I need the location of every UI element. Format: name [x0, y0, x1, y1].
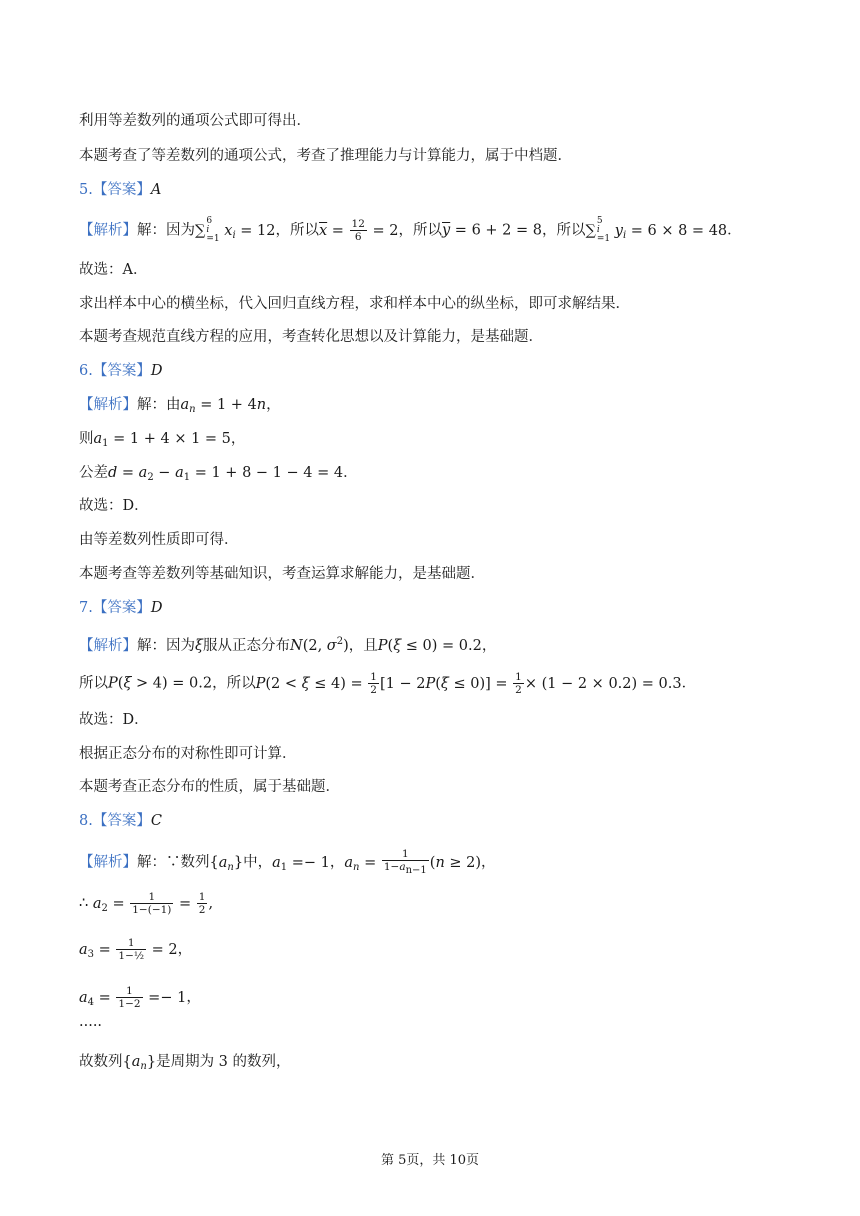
answer-label: 【答案】 — [92, 813, 151, 829]
analysis-line-8: 【解析】解：∵数列$\{a_n\}$中，$a_1 =- 1$，$a_n$ = $\frac{1}{1-an-1}$ (n ≥ 2)， — [79, 848, 496, 876]
jie-label: 解： — [137, 638, 166, 654]
text-line: 求出样本中心的横坐标，代入回归直线方程，求和样本中心的纵坐标，即可求解结果． — [79, 296, 630, 312]
text-line: 本题考查规范直线方程的应用，考查转化思想以及计算能力，是基础题． — [79, 329, 543, 345]
question-number: 6. — [79, 363, 93, 379]
text-line: 根据正态分布的对称性即可计算． — [79, 746, 297, 762]
analysis-label: 【解析】 — [79, 222, 137, 239]
text-line: 本题考查正态分布的性质，属于基础题． — [79, 779, 340, 795]
ellipsis-line: ····· — [79, 1018, 103, 1034]
math-line: 公差$d = a_2 - a_1 = 1 + 8 - 1 - 4 = 4$． — [79, 465, 358, 483]
math-line: ∴ $a_2$ = $\frac{1}{1-(-1)}$ = $\frac{1}{2}$ , — [79, 891, 214, 916]
math-line: 则$a_1 = 1 + 4 \times 1 = 5$， — [79, 431, 246, 449]
math-line: 故数列$\{a_n\}$是周期为 3 的数列， — [79, 1054, 291, 1072]
answer-label: 【答案】 — [92, 182, 151, 198]
analysis-label: 【解析】 — [79, 397, 137, 413]
answer-line-6 — [79, 361, 820, 381]
jie-label: 解： — [137, 222, 166, 239]
analysis-label: 【解析】 — [79, 638, 137, 654]
text-line: 本题考查等差数列等基础知识，考查运算求解能力，是基础题． — [79, 566, 485, 582]
text-line: 故选：A． — [79, 262, 148, 278]
math-line: 所以P(ξ > 4) = 0.2，所以P(2 < ξ ≤ 4) = $\frac{1}{2}$ [1 − 2P(ξ ≤ 0)] = $\frac{1}{2}$ × (1 − 2 × 0.2) = 0.3． — [79, 671, 697, 696]
text-line: 由等差数列性质即可得． — [79, 532, 239, 548]
analysis-label: 【解析】 — [79, 854, 137, 871]
question-number: 5. — [79, 182, 93, 198]
math-line: $a_4$ = $\frac{1}{1-2}$ =− 1， — [79, 985, 201, 1010]
jie-label: 解： — [137, 397, 166, 413]
answer-value: C — [150, 813, 162, 829]
text-line: 利用等差数列的通项公式即可得出． — [79, 113, 311, 129]
answer-value: D — [150, 363, 163, 379]
page-footer: 第 5页，共 10页 — [380, 1153, 480, 1168]
math-line: $a_3$ = $\frac{1}{\text{1−½}}$ = 2， — [79, 937, 193, 962]
answer-line-8 — [79, 811, 820, 831]
text-line: 本题考查了等差数列的通项公式，考查了推理能力与计算能力，属于中档题． — [79, 148, 572, 164]
question-number: 7. — [79, 600, 93, 616]
text-line: 故选：D． — [79, 498, 149, 514]
jie-label: 解： — [137, 854, 166, 871]
analysis-line-7: 【解析】解：因为ξ服从正态分布N(2, $\sigma^2$)，且P(ξ ≤ 0) = 0.2， — [79, 636, 497, 654]
question-number: 8. — [79, 813, 93, 829]
answer-value: D — [150, 600, 163, 616]
answer-line-5 — [79, 180, 820, 200]
analysis-line-6: 【解析】解：由$a_n = 1 + 4n$， — [79, 397, 281, 415]
analysis-line-5: 【解析】解：因为∑ 6 i =1 $x_i = 12$，所以$\overline{x}$ = $\frac{12}{6}$ = 2，所以$\overline{y} = 6 + 2 = 8$，所以∑ 5 i =1 $y_i = 6 \times 8 = 48$． — [79, 216, 742, 244]
text-line: 故选：D． — [79, 712, 149, 728]
answer-line-7 — [79, 598, 820, 618]
answer-value: A — [150, 182, 162, 198]
answer-label: 【答案】 — [92, 600, 151, 616]
answer-label: 【答案】 — [92, 363, 151, 379]
